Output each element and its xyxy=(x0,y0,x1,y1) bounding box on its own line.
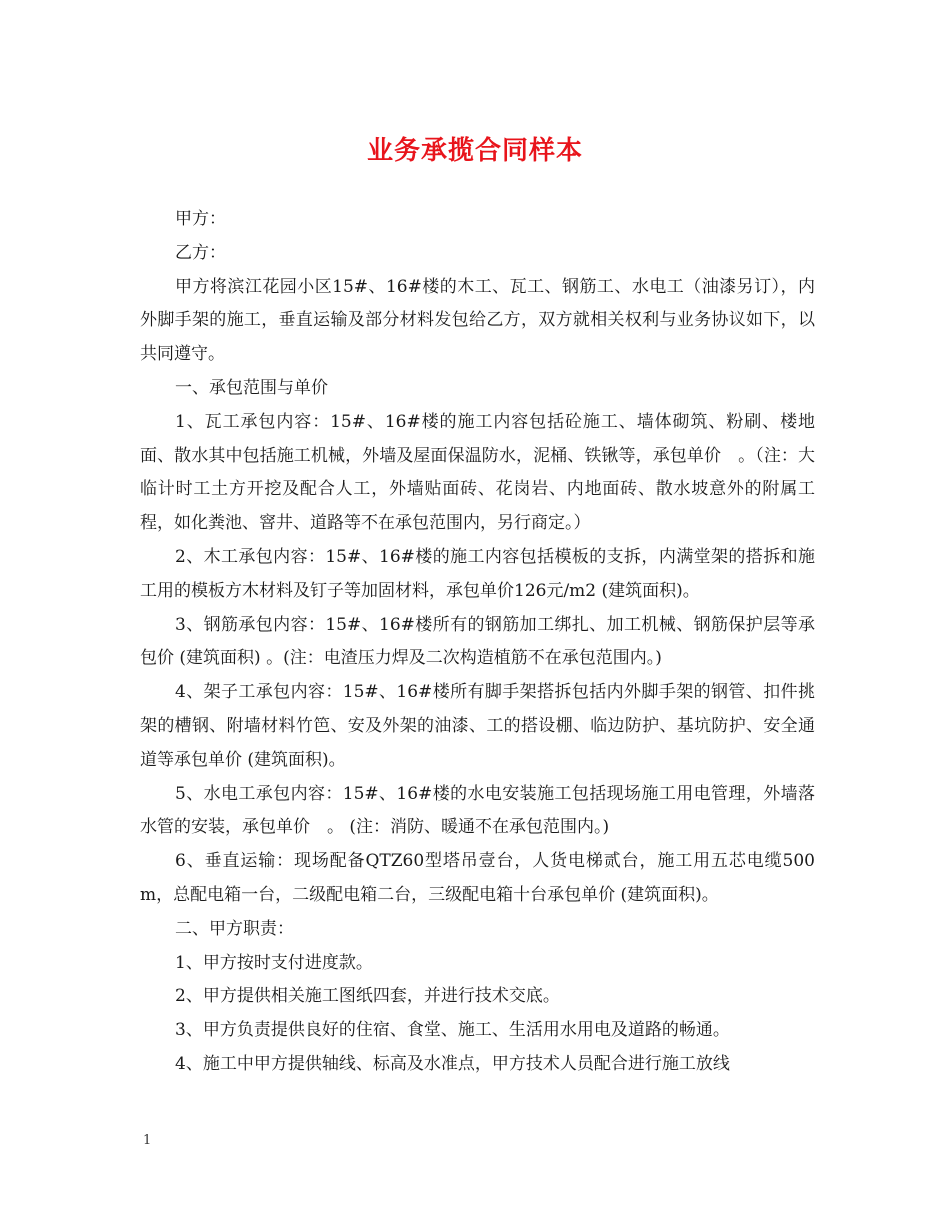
document-title: 业务承揽合同样本 xyxy=(366,136,583,166)
clause-masonry: 1、瓦工承包内容：15#、16#楼的施工内容包括砼施工、墙体砌筑、粉刷、楼地面、散水其中包括施工机械，外墙及屋面保温防水，泥桶、铁锹等，承包单价 。（注：大临计时工土方开挖及配合人工，外墙贴面砖、花岗岩、内地面砖、散水坡意外的附属工程，如化粪池、窨井、道路等不在承包范围内，另行商定。） xyxy=(140,411,815,534)
clause-scaffolding: 4、架子工承包内容：15#、16#楼所有脚手架搭拆包括内外脚手架的钢管、扣件挑架的槽钢、附墙材料竹笆、安及外架的油漆、工的搭设棚、临边防护、基坑防护、安全通道等承包单价 (建筑面积)。 xyxy=(140,682,815,770)
section-heading-party-a-duties: 二、甲方职责： xyxy=(175,918,294,939)
intro-paragraph: 甲方将滨江花园小区15#、16#楼的木工、瓦工、钢筋工、水电工（油漆另订），内外脚手架的施工，垂直运输及部分材料发包给乙方，双方就相关权利与业务协议如下，以共同遵守。 xyxy=(140,276,815,365)
party-a-line: 甲方： xyxy=(175,209,226,229)
clause-plumbing-electrical: 5、水电工承包内容：15#、16#楼的水电安装施工包括现场施工用电管理，外墙落水管的安装，承包单价 。 (注：消防、暖通不在承包范围内。) xyxy=(140,783,815,838)
duty-item-3: 3、甲方负责提供良好的住宿、食堂、施工、生活用水用电及道路的畅通。 xyxy=(175,1020,730,1041)
clause-carpentry: 2、木工承包内容：15#、16#楼的施工内容包括模板的支拆，内满堂架的搭拆和施工用的模板方木材料及钉子等加固材料，承包单价126元/m2 (建筑面积)。 xyxy=(140,546,815,601)
page-number: 1 xyxy=(143,1133,152,1148)
duty-item-1: 1、甲方按时支付进度款。 xyxy=(175,952,373,973)
section-heading-scope: 一、承包范围与单价 xyxy=(175,377,328,398)
duty-item-2: 2、甲方提供相关施工图纸四套，并进行技术交底。 xyxy=(175,986,560,1007)
party-b-line: 乙方： xyxy=(175,242,226,263)
clause-vertical-transport: 6、垂直运输：现场配备QTZ60型塔吊壹台，人货电梯贰台，施工用五芯电缆500m，总配电箱一台，二级配电箱二台，三级配电箱十台承包单价 (建筑面积)。 xyxy=(140,851,815,905)
clause-rebar: 3、钢筋承包内容：15#、16#楼所有的钢筋加工绑扎、加工机械、钢筋保护层等承包价 (建筑面积) 。(注：电渣压力焊及二次构造植筋不在承包范围内。) xyxy=(140,614,815,669)
document-body xyxy=(140,203,815,1082)
duty-item-4: 4、施工中甲方提供轴线、标高及水准点，甲方技术人员配合进行施工放线 xyxy=(175,1053,730,1074)
